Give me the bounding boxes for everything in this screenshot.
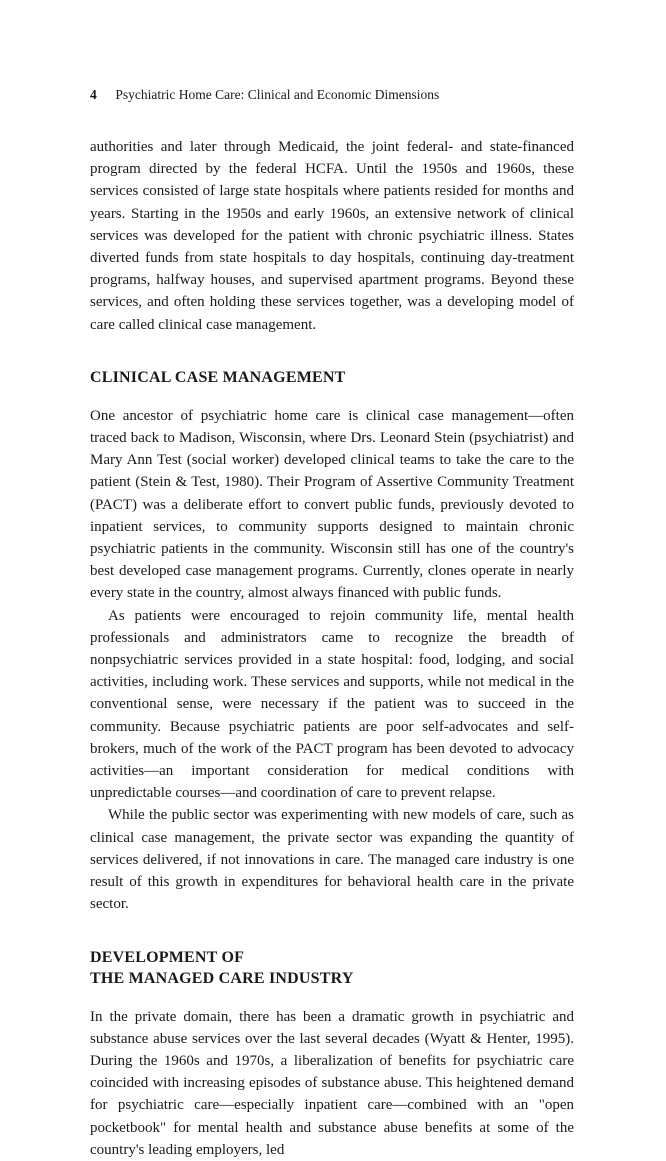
paragraph: While the public sector was experimenting with new models of care, such as clinical case management, the private sector was expanding the quantity of services delivered, if not innovations in care. The managed care industry is one result of this growth in expenditures for behavioral health care in the private sector. [90, 807, 574, 913]
intro-paragraph: authorities and later through Medicaid, the joint federal- and state-financed program directed by the federal HCFA. Until the 1950s and 1960s, these services consisted of large state hospitals where patients resided for months and years. Starting in the 1950s and early 1960s, an extensive network of clinical services was developed for the patient with chronic psychiatric illness. States diverted funds from state hospitals to day hospitals, continuing day-treatment programs, halfway houses, and supervised apartment programs. Beyond these services, and often holding these services together, was a developing model of care called clinical case management. [90, 139, 574, 333]
section-heading-line: THE MANAGED CARE INDUSTRY [90, 969, 354, 987]
paragraph: One ancestor of psychiatric home care is clinical case management—often traced back to Madison, Wisconsin, where Drs. Leonard Stein (psychiatrist) and Mary Ann Test (social worker) developed clinical teams to take the care to the patient (Stein & Test, 1980). Their Program of Assertive Community Treatment (PACT) was a deliberate effort to convert public funds, previously devoted to inpatient services, to community supports designed to maintain chronic psychiatric patients in the community. Wisconsin still has one of the country's best developed case management programs. Currently, clones operate in nearly every state in the country, almost always financed with public funds. [90, 407, 574, 602]
section-heading-clinical-case-management: CLINICAL CASE MANAGEMENT [90, 368, 346, 386]
running-header [90, 86, 574, 104]
running-title: Psychiatric Home Care: Clinical and Economic Dimensions [115, 87, 440, 102]
page-number: 4 [90, 87, 97, 102]
section-heading-managed-care-industry [90, 947, 574, 989]
paragraph: In the private domain, there has been a dramatic growth in psychiatric and substance abuse services over the last several decades (Wyatt & Henter, 1995). During the 1960s and 1970s, a liberalization of benefits for psychiatric care coincided with increasing episodes of substance abuse. This heightened demand for psychiatric care—especially inpatient care—combined with an "open pocketbook" for mental health and substance abuse benefits at some of the country's leading employers, led [90, 1008, 574, 1158]
section-heading-line: DEVELOPMENT OF [90, 948, 245, 966]
paragraph: As patients were encouraged to rejoin community life, mental health professionals and administrators came to recognize the breadth of nonpsychiatric services provided in a state hospital: food, lodging, and social activities, including work. These services and supports, while not medical in the conventional sense, were necessary if the patient was to succeed in the community. Because psychiatric patients are poor self-advocates and self-brokers, much of the work of the PACT program has been devoted to advocacy activities—an important consideration for medical conditions with unpredictable courses—and coordination of care to prevent relapse. [90, 607, 574, 802]
